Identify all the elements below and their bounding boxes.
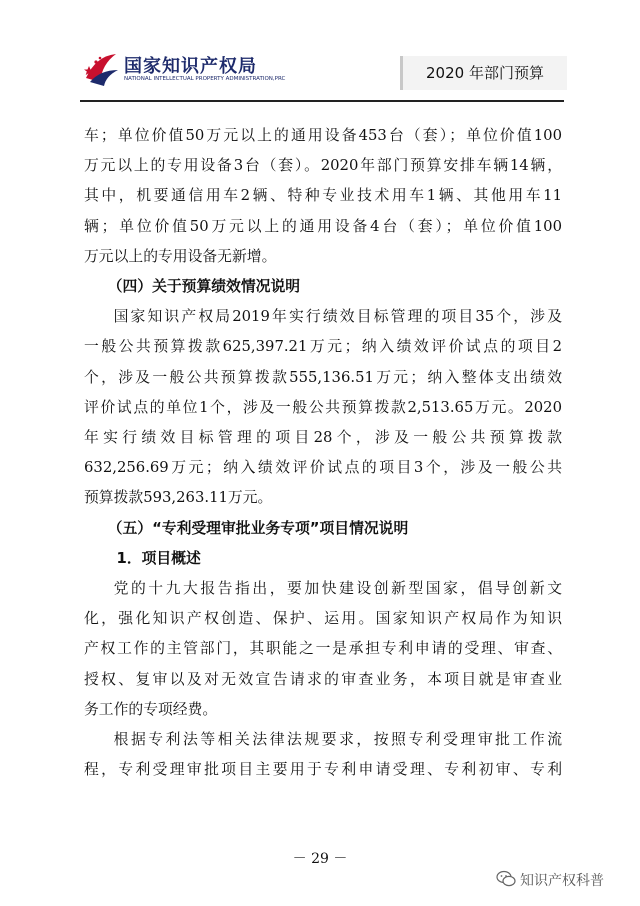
text-line: 632,256.69万元；纳入绩效评价试点的项目3个，涉及一般公共 — [84, 459, 562, 477]
section-heading-patent-project: （五）“专利受理审批业务专项”项目情况说明 — [107, 519, 409, 537]
text-line: 根据专利法等相关法律法规要求，按照专利受理审批工作流 — [113, 731, 562, 749]
text-line: 化，强化知识产权创造、保护、运用。国家知识产权局作为知识 — [84, 610, 562, 628]
text-line: 一般公共预算拨款625,397.21万元；纳入绩效评价试点的项目2 — [84, 338, 562, 356]
text-line: 授权、复审以及对无效宣告请求的审查业务，本项目就是审查业 — [84, 670, 562, 688]
source-watermark — [520, 870, 604, 890]
document-body — [84, 121, 562, 785]
text-line: 辆；单位价值50万元以上的通用设备4台（套）；单位价值100 — [84, 217, 562, 235]
text-line: 其中，机要通信用车2辆、特种专业技术用车1辆、其他用车11 — [84, 187, 562, 205]
page-header — [0, 0, 640, 110]
page-number: － 29 － — [292, 851, 348, 867]
text-line: 个，涉及一般公共预算拨款555,136.51万元；纳入整体支出绩效 — [84, 368, 562, 386]
text-line: 国家知识产权局2019年实行绩效目标管理的项目35个，涉及 — [113, 308, 562, 326]
text-line: 万元以上的专用设备3台（套）。2020年部门预算安排车辆14辆， — [84, 157, 562, 175]
text-line: 年实行绩效目标管理的项目28个，涉及一般公共预算拨款 — [84, 429, 562, 447]
org-name-en: NATIONAL INTELLECTUAL PROPERTY ADMINISTRATION,PRC — [124, 76, 286, 82]
watermark-text: 知识产权科普 — [520, 873, 604, 889]
text-line: 预算拨款593,263.11万元。 — [84, 489, 273, 507]
text-line: 党的十九大报告指出，要加快建设创新型国家，倡导创新文 — [113, 580, 562, 598]
wechat-icon — [496, 870, 516, 888]
header-divider — [80, 100, 564, 102]
budget-year-badge: 2020 年部门预算 — [400, 56, 567, 90]
text-line: 车；单位价值50万元以上的通用设备453台（套）；单位价值100 — [84, 127, 562, 144]
section-heading-performance: （四）关于预算绩效情况说明 — [107, 278, 301, 296]
text-line: 评价试点的单位1个，涉及一般公共预算拨款2,513.65万元。2020 — [84, 398, 562, 416]
paragraph-performance — [84, 302, 562, 513]
text-line: 万元以上的专用设备无新增。 — [84, 247, 277, 265]
text-line: 务工作的专项经费。 — [84, 700, 218, 718]
paragraph-vehicles — [84, 121, 562, 272]
cnipa-logo-icon — [80, 48, 120, 88]
subsection-heading-overview: 1．项目概述 — [116, 549, 201, 567]
paragraph-legal-basis — [84, 725, 562, 785]
org-logo — [80, 48, 286, 90]
text-line: 产权工作的主管部门，其职能之一是承担专利申请的受理、审查、 — [84, 640, 562, 658]
paragraph-overview — [84, 574, 562, 725]
text-line: 程，专利受理审批项目主要用于专利申请受理、专利初审、专利 — [84, 761, 562, 779]
org-name-cn: 国家知识产权局 — [124, 56, 257, 77]
